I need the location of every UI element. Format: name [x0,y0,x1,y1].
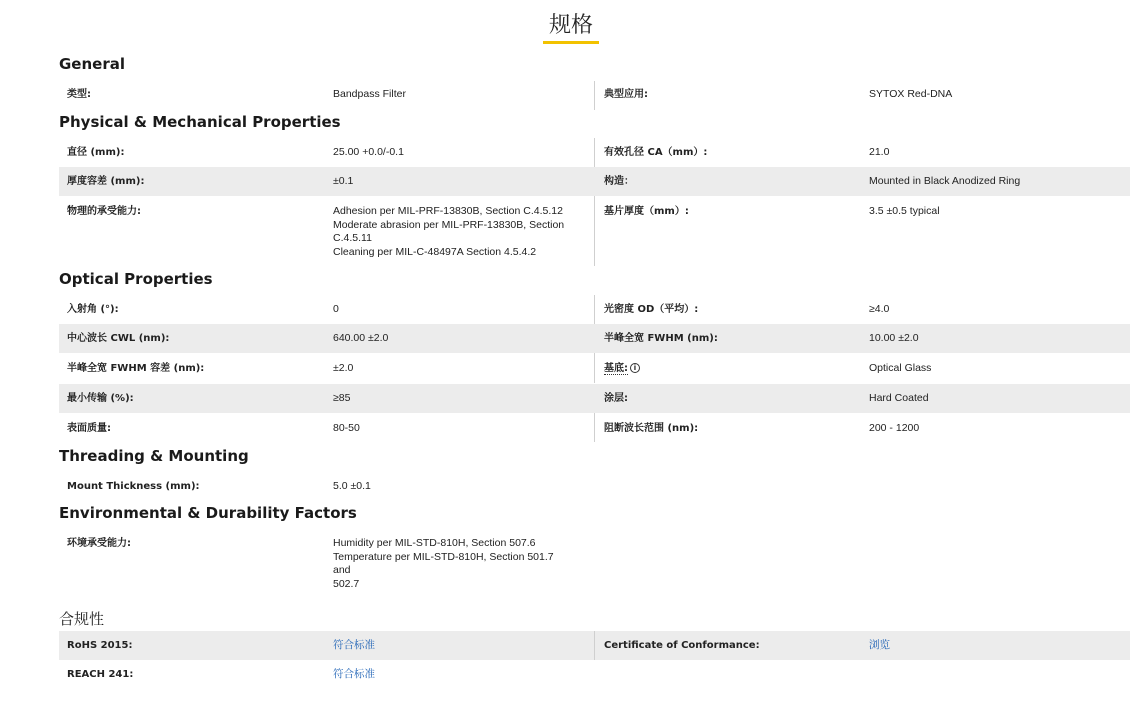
spec-label: RoHS 2015: [67,640,133,651]
spec-value: Bandpass Filter [333,88,406,100]
certificate-view-link[interactable]: 浏览 [869,639,890,651]
table-row [59,472,1130,501]
page-title-wrap [0,8,1142,44]
spec-label: 构造： [604,176,634,187]
table-row [59,413,1130,442]
spec-label: 厚度容差 (mm): [67,176,145,187]
section-compliance [59,608,1130,629]
spec-label: 阻断波长范围 (nm): [604,423,699,434]
spec-label: 有效孔径 CA（mm）: [604,147,708,158]
spec-value: ±2.0 [333,362,354,374]
table-row [59,384,1130,413]
spec-value: 80-50 [333,422,360,434]
section-threading [59,447,1130,465]
section-heading-optical: Optical Properties [59,270,213,288]
table-row [59,167,1130,196]
spec-value: ±0.1 [333,175,354,187]
column-divider [594,413,595,442]
spec-value: 21.0 [869,146,890,158]
spec-value-line: Adhesion per MIL-PRF-13830B, Section C.4.5.12 [333,205,563,217]
table-row [59,353,1130,383]
spec-value: Optical Glass [869,362,932,374]
spec-label: Mount Thickness (mm): [67,481,200,492]
spec-label: REACH 241: [67,669,134,680]
section-environmental [59,504,1130,522]
table-row [59,631,1130,660]
page-title: 规格 [548,13,593,38]
spec-label: 涂层: [604,393,628,404]
spec-value-line: Humidity per MIL-STD-810H, Section 507.6 [333,537,536,549]
section-heading-general: General [59,55,125,73]
section-general [59,55,1130,73]
spec-label: 中心波长 CWL (nm): [67,333,170,344]
spec-label: 半峰全宽 FWHM (nm): [604,333,718,344]
rohs-compliance-link[interactable]: 符合标准 [333,639,375,651]
spec-value-line: Cleaning per MIL-C-48497A Section 4.5.4.2 [333,245,537,258]
section-heading-threading: Threading & Mounting [59,447,249,465]
column-divider [594,353,595,383]
spec-label: 入射角 (°): [67,304,119,315]
spec-label: 光密度 OD（平均）: [604,304,699,315]
spec-label: 类型: [67,89,91,100]
spec-value: Hard Coated [869,392,929,404]
column-divider [594,295,595,324]
table-row [59,295,1130,324]
spec-label: 基底: [604,363,628,374]
spec-value: SYTOX Red-DNA [869,88,953,100]
spec-value-line: Moderate abrasion per MIL-PRF-13830B, Section [333,218,565,231]
spec-value: 0 [333,303,339,315]
spec-label: 环境承受能力: [67,538,131,549]
column-divider [594,631,595,660]
spec-value-line: C.4.5.11 [333,232,372,244]
spec-label: Certificate of Conformance: [604,640,760,651]
section-heading-compliance: 合规性 [59,610,105,628]
spec-value: 640.00 ±2.0 [333,332,389,344]
spec-label-with-info[interactable] [604,362,864,376]
spec-value: 3.5 ±0.5 typical [869,205,940,217]
spec-value-multiline [333,537,573,591]
spec-value: ≥85 [333,392,351,404]
section-physical [59,113,1130,131]
spec-value: ≥4.0 [869,303,890,315]
spec-label: 物理的承受能力: [67,206,141,217]
reach-compliance-link[interactable]: 符合标准 [333,668,375,680]
spec-value: Mounted in Black Anodized Ring [869,175,1021,187]
info-icon[interactable]: i [630,363,640,373]
column-divider [594,138,595,167]
section-heading-environmental: Environmental & Durability Factors [59,504,357,522]
table-row [59,81,1130,110]
spec-value: 5.0 ±0.1 [333,480,371,492]
table-row [59,660,1130,689]
spec-label: 表面质量: [67,423,111,434]
table-row [59,138,1130,167]
title-underline [543,41,599,44]
spec-label: 半峰全宽 FWHM 容差 (nm): [67,363,205,374]
table-row [59,529,1130,590]
spec-value: 200 - 1200 [869,422,920,434]
column-divider [594,196,595,266]
section-optical [59,270,1130,288]
table-row [59,196,1130,266]
section-heading-physical: Physical & Mechanical Properties [59,113,341,131]
spec-label: 典型应用: [604,89,648,100]
spec-value: 10.00 ±2.0 [869,332,919,344]
spec-label: 基片厚度（mm）: [604,206,689,217]
table-row [59,324,1130,353]
spec-value-line: 502.7 [333,577,360,590]
spec-value: 25.00 +0.0/-0.1 [333,146,404,158]
spec-label: 直径 (mm): [67,147,125,158]
spec-value-line: Temperature per MIL-STD-810H, Section 501.7 and [333,550,554,576]
spec-value-multiline [333,205,573,259]
column-divider [594,81,595,110]
spec-label: 最小传输 (%): [67,393,134,404]
